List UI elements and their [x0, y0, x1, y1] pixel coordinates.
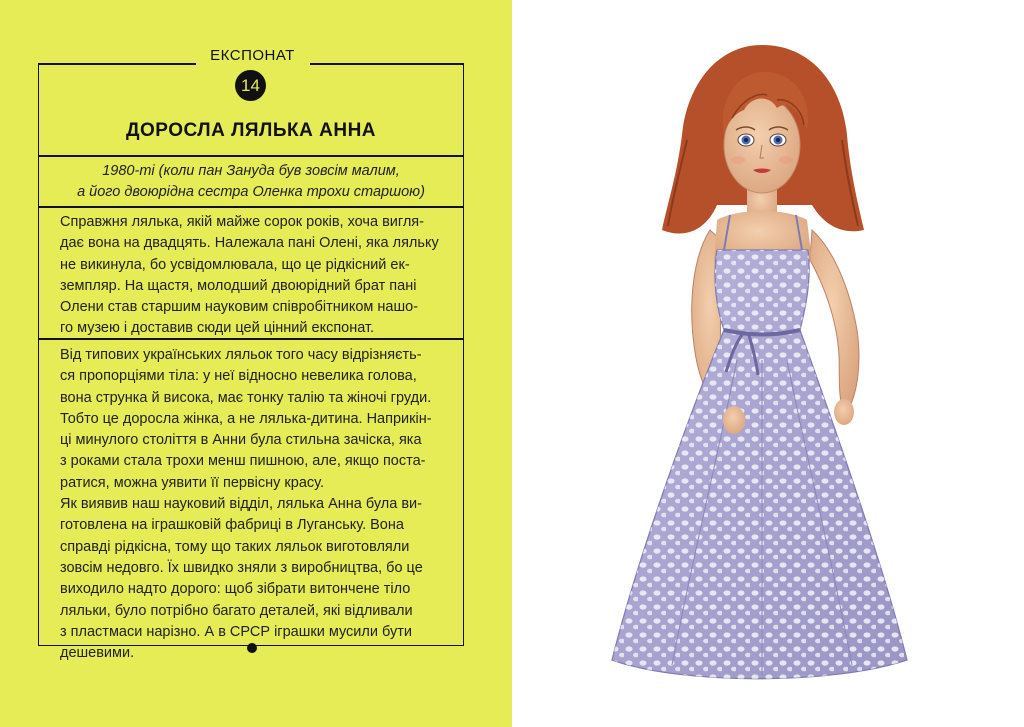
exhibit-number-badge: 14 [235, 70, 266, 101]
exhibit-date: 1980-ті (коли пан Зануда був зовсім малим, а його двоюрідна сестра Оленка трохи старшою) [77, 163, 425, 200]
doll-illustration-icon [512, 0, 1024, 727]
description-paragraph-2: Від типових українських ляльок того часу відрізняєть- ся пропорціями тіла: у неї відносно невелика голова, вона струнка й висока, має тонку талію та жіночі груди. Тобто це доросла жінка, а не лялька-дитина. Наприкін- ці минулого століття в Анни була стильна зачіска, яка з роками стала трохи менш пишною, але, якщо поста- ратися, можна уявити її первісну красу. Як виявив наш науковий відділ, лялька Анна була ви- готовлена на іграшковій фабриці в Луганську. Вона справді рідкісна, тому що таких ляльок виготовляли зовсім недовго. Їх швидко зняли з виробництва, бо це виходило надто дорого: щоб зібрати витончене тіло ляльки, було потрібно багато деталей, які відливали з пластмаси нарізно. А в СРСР іграшки мусили бути дешевими. [60, 347, 432, 662]
illustration-page [512, 0, 1024, 727]
description-paragraph-1: Справжня лялька, якій майже сорок років, хоча вигля- дає вона на двадцять. Належала пані Олені, яка ляльку не викинула, бо усвідомлювала, що це рідкісний ек- земпляр. На щастя, молодший двоюрідний брат пані Олени став старшим науковим співробітником нашо- го музею і доставив сюди цей цінний експонат. [60, 214, 439, 337]
exhibit-label: ЕКСПОНАТ [210, 47, 295, 64]
divider-after-date [38, 206, 464, 208]
frame-bottom-dot [247, 643, 257, 653]
divider-after-title [38, 155, 464, 157]
divider-between-paragraphs [38, 338, 464, 340]
exhibit-title: ДОРОСЛА ЛЯЛЬКА АННА [125, 120, 377, 141]
